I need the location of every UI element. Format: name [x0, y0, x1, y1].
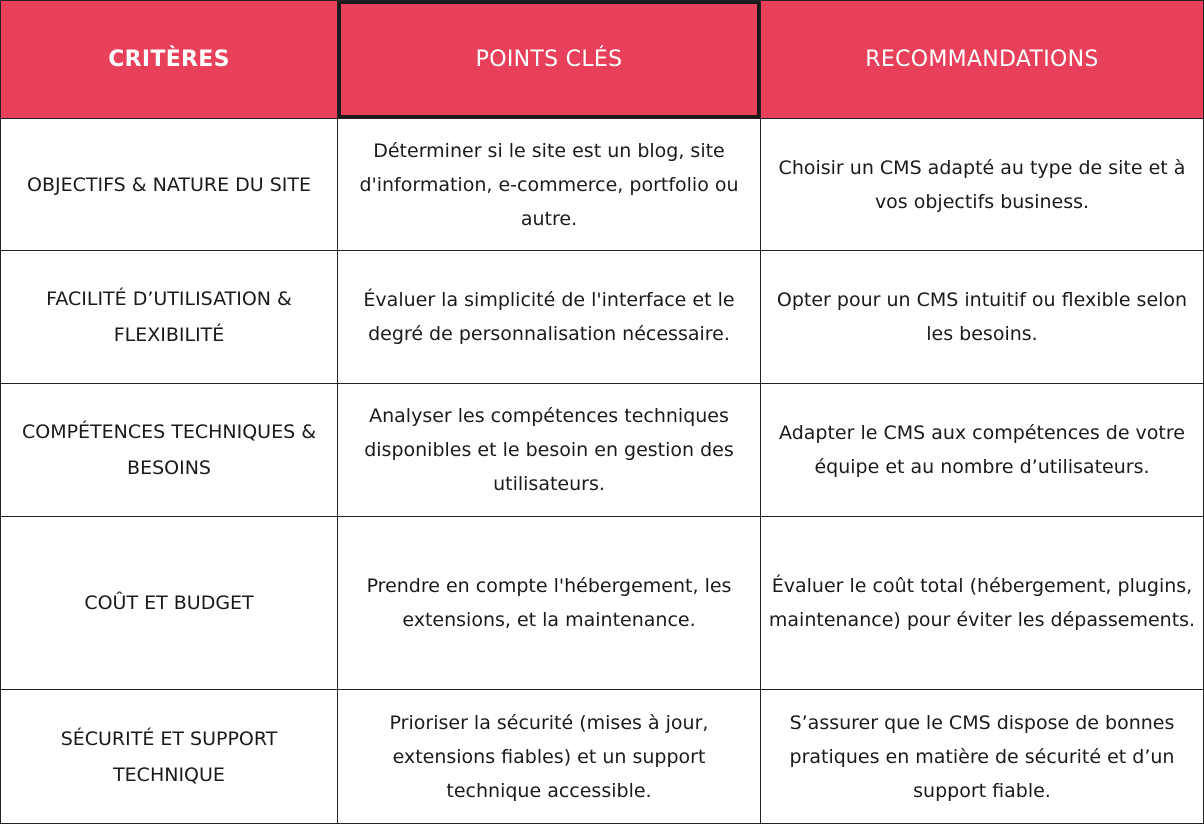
header-row [1, 1, 1204, 119]
criterion-cell: COMPÉTENCES TECHNIQUES & BESOINS [1, 384, 338, 517]
header-recommandations: RECOMMANDATIONS [761, 1, 1204, 119]
points-cell: Prendre en compte l'hébergement, les extensions, et la maintenance. [338, 517, 761, 690]
header-criteres: CRITÈRES [1, 1, 338, 119]
recommendation-cell: Opter pour un CMS intuitif ou flexible selon les besoins. [761, 251, 1204, 384]
table-row [1, 251, 1204, 384]
points-cell: Évaluer la simplicité de l'interface et le degré de personnalisation nécessaire. [338, 251, 761, 384]
recommendation-cell: Choisir un CMS adapté au type de site et à vos objectifs business. [761, 119, 1204, 251]
table-row [1, 690, 1204, 824]
criterion-cell: OBJECTIFS & NATURE DU SITE [1, 119, 338, 251]
criterion-cell: SÉCURITÉ ET SUPPORT TECHNIQUE [1, 690, 338, 824]
criterion-cell: COÛT ET BUDGET [1, 517, 338, 690]
points-cell: Prioriser la sécurité (mises à jour, extensions fiables) et un support technique accessible. [338, 690, 761, 824]
criterion-cell: FACILITÉ D’UTILISATION & FLEXIBILITÉ [1, 251, 338, 384]
table-row [1, 119, 1204, 251]
header-points-cles[interactable]: POINTS CLÉS [338, 1, 761, 119]
table-row [1, 517, 1204, 690]
points-cell: Déterminer si le site est un blog, site d'information, e-commerce, portfolio ou autre. [338, 119, 761, 251]
recommendation-cell: Adapter le CMS aux compétences de votre équipe et au nombre d’utilisateurs. [761, 384, 1204, 517]
recommendation-cell: S’assurer que le CMS dispose de bonnes pratiques en matière de sécurité et d’un support fiable. [761, 690, 1204, 824]
recommendation-cell: Évaluer le coût total (hébergement, plugins, maintenance) pour éviter les dépassements. [761, 517, 1204, 690]
points-cell: Analyser les compétences techniques disponibles et le besoin en gestion des utilisateurs. [338, 384, 761, 517]
table-row [1, 384, 1204, 517]
